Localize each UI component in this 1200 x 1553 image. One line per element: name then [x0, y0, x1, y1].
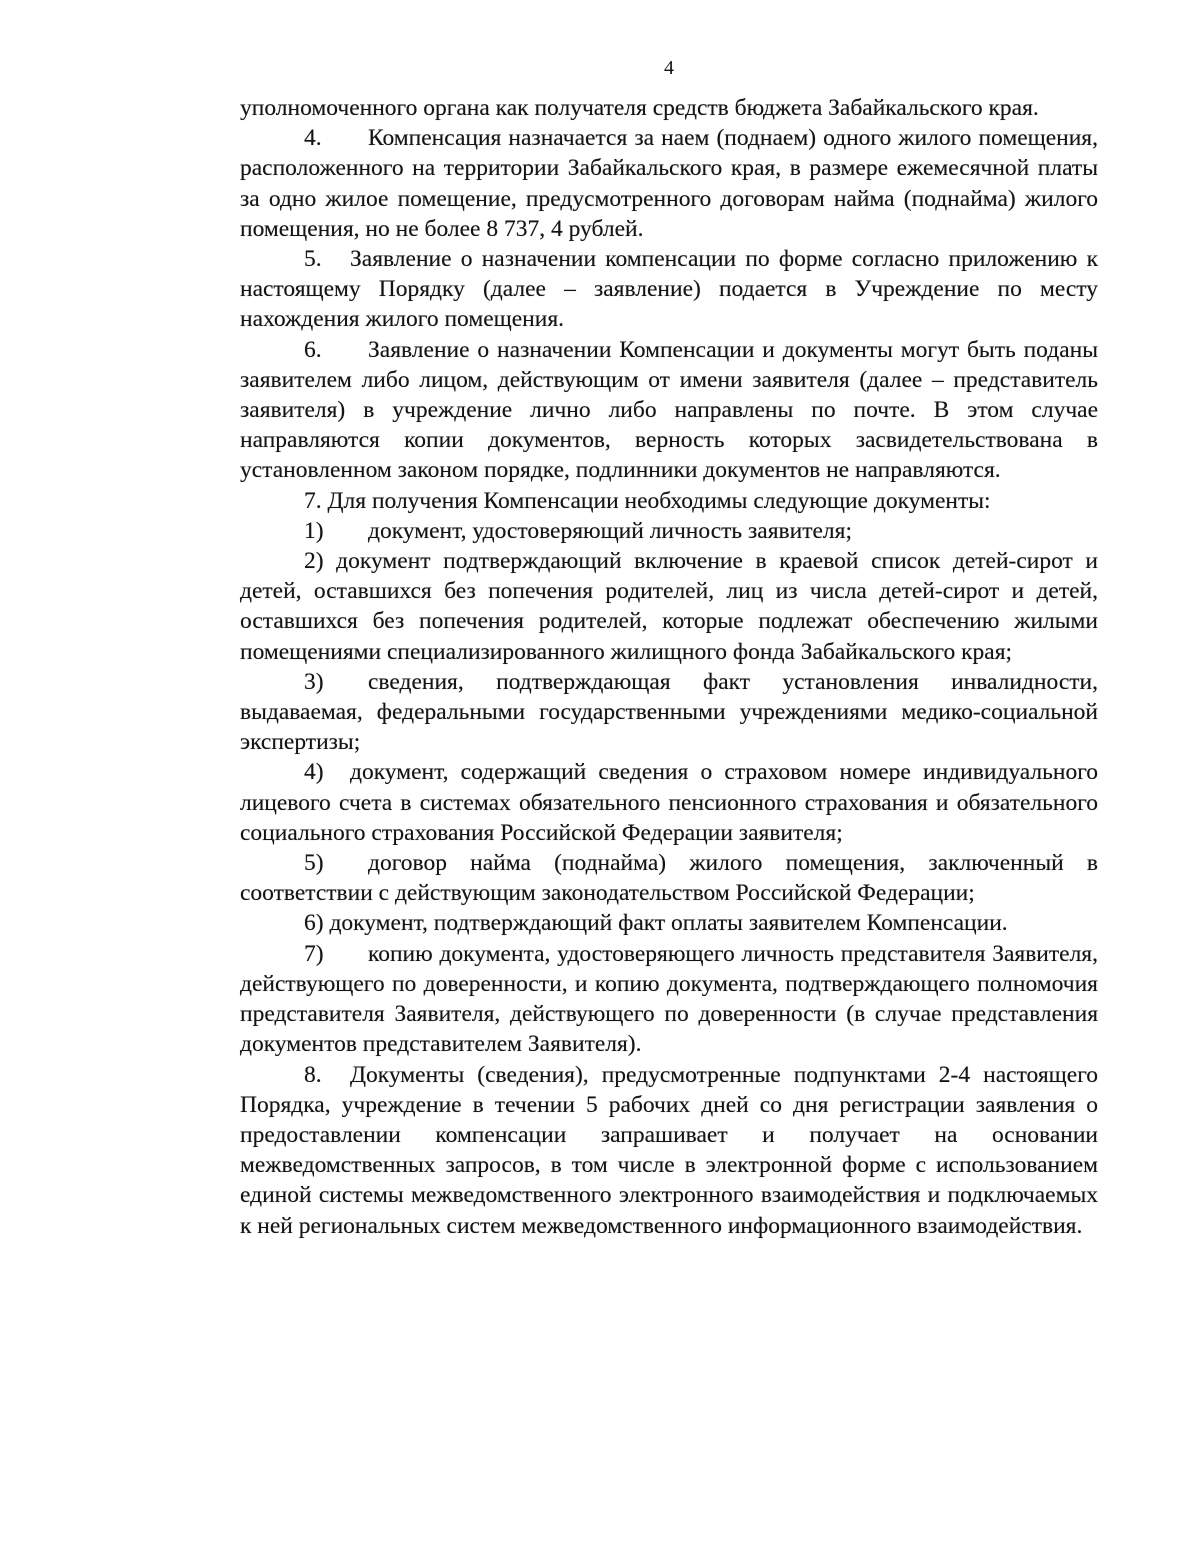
paragraph-number: 5.	[304, 246, 322, 273]
document-body	[240, 93, 1098, 1241]
list-item-2	[240, 546, 1098, 667]
list-item-number: 5)	[304, 850, 324, 877]
paragraph-item-8	[240, 1060, 1098, 1241]
paragraph-item-6	[240, 335, 1098, 486]
list-item-3	[240, 667, 1098, 758]
paragraph-number: 8.	[304, 1061, 322, 1088]
list-item-number: 4)	[304, 759, 324, 786]
page-number: 4	[664, 57, 674, 79]
list-item-text: сведения, подтверждающая факт установления инвалидности, выдаваемая, федеральными государственными учреждениями медико-социальной экспертизы;	[240, 668, 1098, 756]
list-item-7	[240, 939, 1098, 1060]
paragraph-item-4	[240, 123, 1098, 244]
list-item-1	[240, 516, 1098, 546]
list-item-number: 3)	[304, 668, 324, 695]
paragraph-item-5	[240, 244, 1098, 335]
list-item-text: копию документа, удостоверяющего личность представителя Заявителя, действующего по доверенности, и копию документа, подтверждающего полномочия представителя Заявителя, действующего по доверенности (в случае представления документов представителем Заявителя).	[240, 940, 1098, 1058]
paragraph-text: Заявление о назначении компенсации по форме согласно приложению к настоящему Порядку (далее – заявление) подается в Учреждение по месту нахождения жилого помещения.	[240, 246, 1098, 333]
list-item-4	[240, 757, 1098, 848]
paragraph-item-7	[240, 486, 1098, 516]
list-item-6	[240, 908, 1098, 938]
paragraph-text: уполномоченного органа как получателя средств бюджета Забайкальского края.	[240, 95, 1039, 121]
paragraph-text: Компенсация назначается за наем (поднаем) одного жилого помещения, расположенного на территории Забайкальского края, в размере ежемесячной платы за одно жилое помещение, предусмотренного договорам найма (поднайма) жилого помещения, но не более 8 737, 4 рублей.	[240, 125, 1098, 242]
paragraph-text: Заявление о назначении Компенсации и документы могут быть поданы заявителем либо лицом, действующим от имени заявителя (далее – представитель заявителя) в учреждение лично либо направлены по почте. В этом случае направляются копии документов, верность которых засвидетельствована в установленном законом порядке, подлинники документов не направляются.	[240, 336, 1098, 484]
list-item-text: договор найма (поднайма) жилого помещения, заключенный в соответствии с действующим законодательством Российской Федерации;	[240, 850, 1098, 907]
paragraph-number: 4.	[304, 125, 322, 152]
list-item-number: 7)	[304, 940, 324, 967]
paragraph-text: Документы (сведения), предусмотренные подпунктами 2-4 настоящего Порядка, учреждение в течении 5 рабочих дней со дня регистрации заявления о предоставлении компенсации запрашивает и получает на основании межведомственных запросов, в том числе в электронной форме с использованием единой системы межведомственного электронного взаимодействия и подключаемых к ней региональных систем межведомственного информационного взаимодействия.	[240, 1061, 1098, 1239]
list-item-text: документ, удостоверяющий личность заявителя;	[368, 517, 852, 544]
list-item-number: 1)	[304, 517, 324, 544]
paragraph-continuation	[240, 93, 1098, 123]
list-item-5	[240, 848, 1098, 908]
paragraph-text: 7. Для получения Компенсации необходимы следующие документы:	[304, 487, 991, 514]
list-item-text: 6) документ, подтверждающий факт оплаты заявителем Компенсации.	[304, 910, 1008, 937]
paragraph-number: 6.	[304, 336, 322, 363]
list-item-text: документ, содержащий сведения о страховом номере индивидуального лицевого счета в системах обязательного пенсионного страхования и обязательного социального страхования Российской Федерации заявителя;	[240, 759, 1098, 846]
list-item-text: 2) документ подтверждающий включение в краевой список детей-сирот и детей, оставшихся без попечения родителей, лиц из числа детей-сирот и детей, оставшихся без попечения родителей, которые подлежат обеспечению жилыми помещениями специализированного жилищного фонда Забайкальского края;	[240, 548, 1098, 665]
